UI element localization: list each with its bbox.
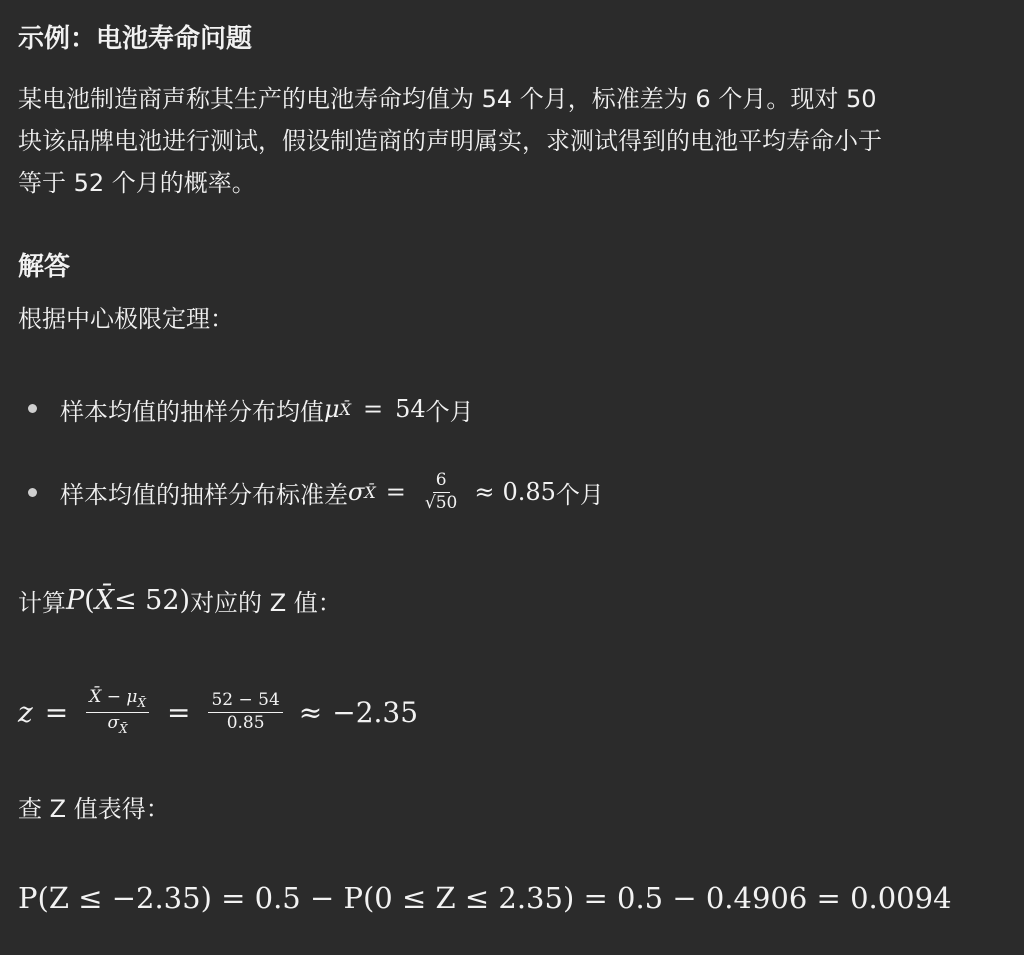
unit-label: 个月: [425, 397, 474, 426]
relation: ≤ 52): [113, 584, 191, 616]
approx-sign: ≈: [298, 695, 323, 729]
prob-symbol: P: [66, 584, 85, 616]
equals-sign: =: [44, 695, 69, 729]
z-fraction-symbolic: [86, 688, 149, 737]
fraction-numerator: [86, 688, 149, 713]
compute-suffix: 对应的 Z 值：: [190, 588, 342, 617]
z-symbol: z: [18, 695, 33, 729]
problem-line-3: 等于 52 个月的概率。: [18, 169, 256, 197]
mean-value: 54: [395, 395, 426, 423]
equals-sign: =: [385, 478, 406, 506]
problem-line-2: 块该品牌电池进行测试，假设制造商的声明属实，求测试得到的电池平均寿命小于: [18, 127, 882, 155]
approx-sign: ≈: [474, 478, 495, 506]
sd-value: 0.85: [502, 478, 556, 506]
compute-line: [18, 578, 342, 622]
bullet-dot: [28, 404, 37, 413]
unit-label: 个月: [555, 480, 604, 509]
answer-heading: 解答: [18, 252, 71, 282]
fraction-denominator: [105, 713, 131, 737]
lookup-line: 查 Z 值表得：: [18, 795, 170, 823]
open-paren: (: [84, 584, 95, 616]
equals-sign: =: [363, 395, 384, 423]
problem-line-1: 某电池制造商声称其生产的电池寿命均值为 54 个月，标准差为 6 个月。现对 50: [18, 85, 877, 113]
fraction-numerator: 52 − 54: [208, 691, 282, 713]
bullet-label: 样本均值的抽样分布标准差: [60, 480, 348, 509]
fraction-denominator: 0.85: [226, 712, 265, 733]
fraction-numerator: 6: [433, 471, 450, 493]
denominator-text: σ: [107, 712, 120, 733]
bullet-sampling-sd: [60, 466, 604, 518]
sd-fraction: [422, 471, 460, 513]
compute-prefix: 计算: [18, 588, 66, 617]
final-equation: [18, 874, 952, 922]
z-result: −2.35: [332, 695, 419, 729]
final-expression: P(Z ≤ −2.35) = 0.5 − P(0 ≤ Z ≤ 2.35) = 0.5 − 0.4906 = 0.0094: [18, 881, 952, 915]
sigma-subscript: X̄: [364, 482, 376, 502]
page-title: 示例：电池寿命问题: [18, 24, 253, 54]
fraction-denominator: √50: [424, 492, 458, 513]
z-fraction-numeric: [208, 691, 282, 733]
x-bar: X̄: [94, 584, 114, 616]
bullet-label: 样本均值的抽样分布均值: [60, 397, 324, 426]
equals-sign: =: [166, 695, 191, 729]
mu-symbol: μ: [324, 395, 340, 423]
bullet-sampling-mean: [60, 388, 474, 430]
sigma-symbol: σ: [348, 478, 365, 506]
bullet-dot: [28, 488, 37, 497]
numerator-subscript: X̄: [137, 695, 146, 710]
denominator-subscript: X̄: [119, 721, 128, 736]
z-formula: [18, 680, 418, 744]
clt-intro: 根据中心极限定理：: [18, 305, 234, 333]
numerator-text: X̄ − μ: [89, 686, 138, 707]
mu-subscript: X̄: [339, 399, 351, 419]
